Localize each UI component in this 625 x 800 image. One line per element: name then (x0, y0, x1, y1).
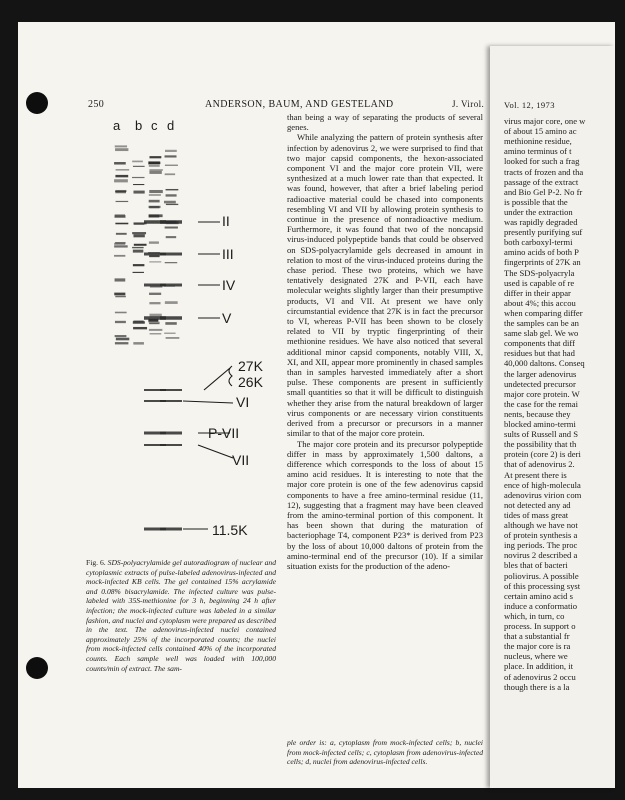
gel-band (132, 247, 144, 248)
right-page-line: undetected precursor (504, 378, 576, 389)
band-label-IV: IV (222, 277, 236, 293)
gel-band (132, 232, 146, 234)
gel-band (160, 389, 182, 391)
right-page-line: not detected any ad (504, 499, 571, 510)
right-page-line: virus major core, one w (504, 116, 586, 126)
right-page-line: nents, because they (504, 408, 571, 419)
right-page-line: tracts of frozen and tha (504, 166, 584, 177)
gel-band (160, 444, 182, 446)
right-page-line: process. In support o (504, 621, 576, 631)
gel-band (149, 190, 163, 193)
right-page (490, 46, 615, 788)
right-page-line: of adenovirus 2 occu (504, 671, 576, 682)
right-page-line: though there is a la (504, 681, 570, 692)
band-label-III: III (222, 246, 234, 262)
right-page-line: that a substantial fr (504, 631, 570, 642)
gel-band (149, 165, 160, 167)
gel-band (132, 177, 144, 178)
gel-band (114, 162, 126, 164)
gel-band (115, 145, 127, 147)
punch-hole-bottom (26, 657, 48, 679)
gel-band (133, 272, 144, 273)
gel-band (149, 194, 161, 196)
journal-name: J. Virol. (452, 99, 485, 109)
gel-band (149, 293, 161, 295)
gel-band (132, 161, 143, 163)
gel-band (160, 528, 182, 531)
right-page-line: sults of Russell and S (504, 429, 579, 440)
gel-band (133, 234, 144, 237)
right-page-volume: Vol. 12, 1973 (504, 100, 555, 110)
right-page-line: residues but that had (504, 348, 575, 359)
gel-band (165, 155, 177, 157)
gel-band (133, 327, 147, 329)
right-page-line: tides of mass great (504, 509, 569, 520)
right-page-line: major core protein. W (504, 388, 580, 399)
right-page-line: presently purifying suf (504, 227, 583, 238)
gel-band (149, 214, 163, 217)
right-page-line: poliovirus. A possible (504, 570, 579, 581)
right-page-line: ing periods. The proc (504, 540, 578, 551)
gel-band (134, 223, 145, 225)
gel-band (149, 255, 159, 257)
gel-band (133, 320, 143, 322)
gel-band (149, 322, 160, 324)
lane-label-c: c (151, 118, 158, 133)
gel-band (166, 236, 176, 238)
gel-band (133, 342, 144, 344)
gel-band (115, 223, 128, 225)
gel-band (150, 314, 162, 317)
gel-band (150, 333, 162, 334)
right-page-line: blocked amino-termi (504, 419, 576, 429)
lane-label-b: b (135, 118, 143, 133)
running-head: ANDERSON, BAUM, AND GESTELAND (205, 99, 394, 110)
band-label-VI: VI (236, 394, 250, 410)
gel-band (149, 156, 161, 158)
right-page-line: certain amino acid s (504, 590, 573, 601)
right-page-line: the case for the remai (504, 398, 578, 409)
figure-caption (86, 558, 276, 673)
right-page-line: of about 15 amino ac (504, 126, 577, 137)
right-page-line: of this processing syst (504, 580, 581, 591)
right-page-line: the major core is ra (504, 641, 571, 652)
gel-band (160, 220, 182, 224)
right-page-line: was rapidly degraded (504, 217, 578, 227)
gel-band (115, 296, 126, 297)
gel-band (116, 190, 127, 191)
right-page-line: protein (core 2) is deri (504, 449, 581, 460)
right-page-line: the possibility that th (504, 439, 577, 450)
gel-band (115, 175, 128, 177)
right-page-line: At present there is (504, 469, 567, 480)
gel-band (165, 322, 176, 325)
page-number: 250 (88, 99, 105, 110)
body-paragraph: than being a way of separating the products of several genes. (287, 112, 483, 133)
gel-band (133, 250, 143, 253)
right-page-line: bles that of bacteri (504, 560, 568, 571)
gel-band (115, 312, 127, 314)
punch-hole-top (26, 92, 48, 114)
gel-band (164, 333, 175, 334)
right-page-line: 40,000 daltons. Conseq (504, 358, 585, 369)
right-page-line: both carboxyl-termi (504, 237, 573, 248)
right-page-line: fingerprints of 27K an (504, 257, 581, 268)
gel-band (149, 200, 160, 203)
caption-label: Fig. 6. (86, 558, 106, 567)
right-page-line: novirus 2 described a (504, 550, 578, 561)
gel-band (149, 206, 159, 208)
right-page-line: methionine residue, (504, 136, 572, 147)
gel-band (114, 293, 125, 296)
band-label-II: II (222, 213, 230, 229)
gel-band (115, 321, 126, 323)
right-page-line: ence of high-molecula (504, 479, 581, 490)
gel-band (116, 338, 129, 341)
gel-band (133, 264, 145, 266)
right-page-line: under the extraction (504, 206, 573, 217)
gel-band (166, 204, 178, 205)
right-page-line: the larger adenovirus (504, 368, 577, 379)
gel-band (114, 245, 128, 247)
right-page-line: used is capable of re (504, 277, 575, 288)
gel-band (166, 189, 179, 190)
right-page-line: although we have not (504, 520, 578, 530)
right-page-line: looked for such a frag (504, 156, 580, 167)
gel-band (160, 253, 182, 256)
band-label-P-VII: P-VII (208, 425, 240, 441)
gel-band (149, 261, 161, 262)
right-page-line: components that diff (504, 338, 575, 349)
gel-band (165, 262, 178, 263)
gel-band (114, 179, 128, 182)
gel-band (115, 342, 128, 344)
gel-band (165, 165, 178, 166)
right-page-line: passage of the extract (504, 176, 579, 187)
right-page-line: differ in their appar (504, 287, 571, 298)
right-page-line: when comparing differ (504, 307, 583, 318)
gel-band (166, 337, 180, 339)
gel-band (149, 329, 162, 331)
right-page-line: same slab gel. We wo (504, 328, 579, 339)
gel-band (115, 148, 128, 151)
gel-band (116, 201, 129, 202)
right-page-line: induce a conformatio (504, 600, 578, 611)
right-page-line: amino terminus of t (504, 146, 572, 157)
gel-band (149, 171, 161, 174)
caption-text: SDS-polyacrylamide gel autoradiogram of nuclear and cytoplasmic extracts of pulse-labeled adenovirus-infected and mock-infected KB cells. The gel contained 15% acrylamide and 0.08% bisacrylamide. The infected culture was pulse-labeled with 35S-methionine for 3 h, beginning 24 h after infection; the mock-infected culture was labeled in a similar fashion, and nuclei and cytoplasm were prepared as described in the text. The adenovirus-infected nuclei contained approximately 25% of the incorporated counts; the nuclei from mock-infected cells contained 40% of the incorporated counts. Each sample well was loaded with 100,000 counts/min of extract. The sam- (86, 558, 277, 673)
band-label-11.5K: 11.5K (212, 522, 248, 538)
body-paragraph: The major core protein and its precursor polypeptide differ in mass by approximately 1,500 daltons, a difference which corresponds to the loss of about 15 amino acid residues. It is interesting to note that the major core protein is one of the few adenovirus capsid components to have a free amino-terminal residue (11, 12), suggesting that a fragment may have been cleaved from the amino-terminal portion of this component. It has been shown that during the maturation of bacteriophage T4, component P23* is derived from P23 by the loss of about 10,000 daltons of protein from the amino-terminal end of the precursor (10). If a similar situation exists for the production of the adeno- (287, 438, 483, 571)
gel-band (149, 162, 161, 164)
lane-label-d: d (167, 118, 175, 133)
right-page-line: place. In addition, it (504, 661, 573, 672)
gel-band (115, 335, 127, 337)
caption-continued-text: ple order is: a, cytoplasm from mock-infected cells; b, nuclei from mock-infected cells; c, cytoplasm from adenovirus-infected cells; d, nuclei from adenovirus-infected cells. (287, 738, 483, 767)
right-page-line: the samples can be an (504, 318, 579, 328)
gel-band (114, 255, 125, 257)
gel-band (149, 302, 160, 304)
caption-continued (287, 738, 483, 767)
gel-band (149, 169, 162, 170)
gel-band (133, 166, 145, 167)
gel-band (134, 244, 147, 246)
right-page-line: adenovirus virion com (504, 489, 582, 500)
gel-band (116, 233, 127, 235)
gel-band (164, 201, 176, 204)
band-label-VII: VII (232, 452, 250, 468)
gel-band (160, 432, 182, 435)
gel-band (160, 284, 182, 287)
right-page-line: is possible that the (504, 196, 568, 207)
gel-band (115, 278, 126, 281)
gel-band (116, 169, 130, 171)
gel-band (114, 243, 125, 245)
gel-band (166, 194, 177, 196)
gel-band (160, 400, 182, 402)
gel-band (165, 227, 178, 229)
gel-band (133, 184, 144, 185)
gel-band (114, 215, 125, 218)
lane-label-a: a (113, 118, 121, 133)
right-page-line: amino acids of both P (504, 247, 579, 258)
gel-band (160, 316, 182, 320)
right-page-line: nucleus, where we (504, 651, 568, 662)
right-page-line: of protein synthesis a (504, 530, 578, 541)
gel-band (165, 150, 177, 152)
right-page-line: about 4%; this accou (504, 297, 576, 308)
gel-band (165, 301, 178, 304)
gel-band (133, 191, 144, 194)
right-page-line: that of adenovirus 2. (504, 459, 575, 470)
right-page-line: which, in turn, co (504, 610, 565, 621)
band-label-26K: 26K (238, 374, 263, 390)
lane-labels (113, 118, 183, 134)
right-page-line: The SDS-polyacryla (504, 267, 575, 278)
body-paragraph: While analyzing the pattern of protein synthesis after infection by adenovirus 2, we were surprised to find that two major capsid components, the hexon-associated component VI and the major core protein VII, were synthesized at a much lower rate than that expected. It was found, however, that after a brief labeling period radioactive material could be chased into components resembling VI and VII by allowing protein synthesis to continue in the presence of nonradioactive medium. Furthermore, it was found that two of the noncapsid virus-induced polypeptide bands that could be observed on SDS-polyacrylamide gels decreased in amount in relation to most of the virus-induced proteins during the chase period. These two proteins, which we have tentatively designated 27K and P-VII, each have molecular weights slightly larger than their presumptive products, VI and VII. At present we have only circumstantial evidence that 27K is in fact the precursor to VI, whereas P-VII has been shown to be closely related to VII by tryptic fingerprinting of their methionine residues. We have also noticed that several additional minor capsid components, notably VIII, X, XI, and XII, appear more prominently in chased samples than in samples harvested immediately after a short pulse. These components are present in sufficiently small quantities so that it will be difficult to distinguish whether they arise from the natural breakdown of larger virus components or are necessary virion constituents derived from a precursor or precursors in a manner similar to that of the major core protein. (287, 132, 483, 439)
band-label-V: V (222, 310, 232, 326)
body-column (287, 112, 483, 571)
band-label-27K: 27K (238, 358, 263, 374)
right-page-line: and Bio Gel P-2. No fr (504, 186, 583, 197)
gel-autoradiogram (108, 136, 278, 546)
gel-band (149, 241, 159, 243)
gel-band (165, 173, 175, 175)
